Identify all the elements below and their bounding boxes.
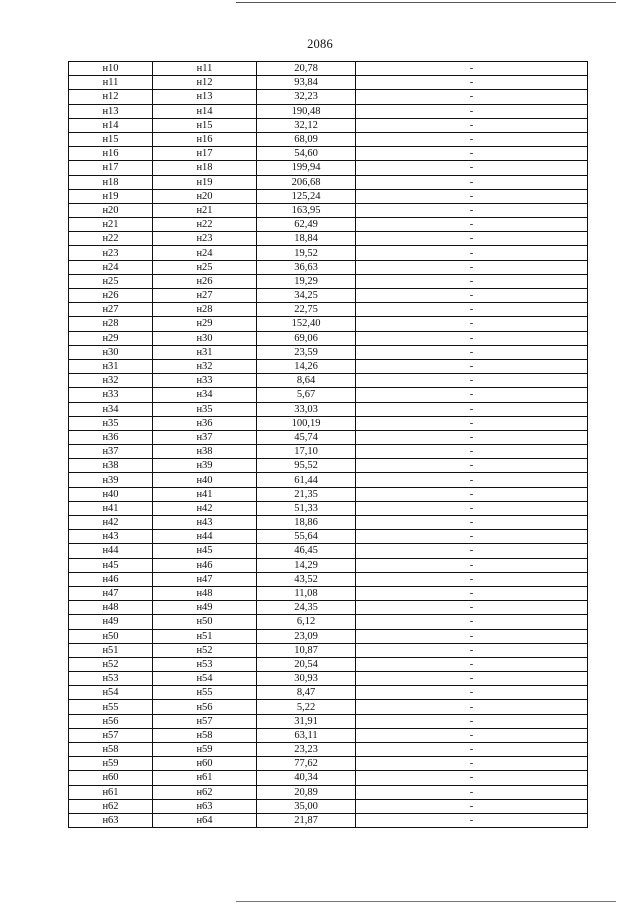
cell-note: - xyxy=(356,714,588,728)
cell-from-point: н48 xyxy=(69,601,153,615)
cell-length: 20,89 xyxy=(257,785,356,799)
cell-note: - xyxy=(356,501,588,515)
cell-from-point: н53 xyxy=(69,672,153,686)
cell-length: 21,87 xyxy=(257,813,356,827)
cell-note: - xyxy=(356,104,588,118)
cell-to-point: н38 xyxy=(153,445,257,459)
cell-from-point: н60 xyxy=(69,771,153,785)
cell-note: - xyxy=(356,771,588,785)
cell-length: 22,75 xyxy=(257,303,356,317)
cell-from-point: н49 xyxy=(69,615,153,629)
cell-from-point: н40 xyxy=(69,487,153,501)
table-row xyxy=(69,374,588,388)
cell-note: - xyxy=(356,331,588,345)
cell-to-point: н27 xyxy=(153,289,257,303)
cell-length: 199,94 xyxy=(257,161,356,175)
table-row xyxy=(69,501,588,515)
table-row xyxy=(69,289,588,303)
table-row xyxy=(69,643,588,657)
table-row xyxy=(69,175,588,189)
cell-length: 19,52 xyxy=(257,246,356,260)
cell-note: - xyxy=(356,445,588,459)
cell-from-point: н19 xyxy=(69,189,153,203)
cell-length: 45,74 xyxy=(257,430,356,444)
cell-from-point: н24 xyxy=(69,260,153,274)
cell-length: 23,59 xyxy=(257,345,356,359)
table-row xyxy=(69,445,588,459)
cell-length: 54,60 xyxy=(257,147,356,161)
cell-note: - xyxy=(356,218,588,232)
cell-length: 163,95 xyxy=(257,203,356,217)
cell-from-point: н18 xyxy=(69,175,153,189)
cell-from-point: н20 xyxy=(69,203,153,217)
cell-note: - xyxy=(356,728,588,742)
cell-length: 18,86 xyxy=(257,516,356,530)
cell-note: - xyxy=(356,62,588,76)
cell-to-point: н15 xyxy=(153,118,257,132)
cell-length: 63,11 xyxy=(257,728,356,742)
cell-to-point: н18 xyxy=(153,161,257,175)
cell-note: - xyxy=(356,530,588,544)
cell-from-point: н58 xyxy=(69,743,153,757)
cell-to-point: н16 xyxy=(153,132,257,146)
cell-from-point: н41 xyxy=(69,501,153,515)
cell-note: - xyxy=(356,246,588,260)
cell-note: - xyxy=(356,629,588,643)
cell-from-point: н45 xyxy=(69,558,153,572)
cell-from-point: н38 xyxy=(69,459,153,473)
cell-note: - xyxy=(356,189,588,203)
cell-length: 20,54 xyxy=(257,657,356,671)
cell-note: - xyxy=(356,147,588,161)
cell-note: - xyxy=(356,672,588,686)
cell-to-point: н31 xyxy=(153,345,257,359)
table-row xyxy=(69,274,588,288)
cell-length: 43,52 xyxy=(257,572,356,586)
cell-note: - xyxy=(356,359,588,373)
table-row xyxy=(69,118,588,132)
table-row xyxy=(69,558,588,572)
cell-from-point: н33 xyxy=(69,388,153,402)
cell-note: - xyxy=(356,175,588,189)
cell-note: - xyxy=(356,686,588,700)
cell-note: - xyxy=(356,657,588,671)
table-row xyxy=(69,601,588,615)
cell-from-point: н28 xyxy=(69,317,153,331)
cell-to-point: н23 xyxy=(153,232,257,246)
cell-length: 8,64 xyxy=(257,374,356,388)
cell-to-point: н44 xyxy=(153,530,257,544)
cell-length: 33,03 xyxy=(257,402,356,416)
cell-length: 14,26 xyxy=(257,359,356,373)
cell-length: 30,93 xyxy=(257,672,356,686)
cell-length: 40,34 xyxy=(257,771,356,785)
cell-length: 31,91 xyxy=(257,714,356,728)
cell-length: 62,49 xyxy=(257,218,356,232)
cell-from-point: н52 xyxy=(69,657,153,671)
cell-from-point: н36 xyxy=(69,430,153,444)
cell-note: - xyxy=(356,388,588,402)
table-row xyxy=(69,615,588,629)
cell-to-point: н14 xyxy=(153,104,257,118)
cell-to-point: н47 xyxy=(153,572,257,586)
cell-length: 152,40 xyxy=(257,317,356,331)
cell-note: - xyxy=(356,203,588,217)
table-row xyxy=(69,132,588,146)
cell-length: 32,23 xyxy=(257,90,356,104)
cell-from-point: н59 xyxy=(69,757,153,771)
cell-note: - xyxy=(356,643,588,657)
cell-note: - xyxy=(356,757,588,771)
table-row xyxy=(69,544,588,558)
cell-from-point: н23 xyxy=(69,246,153,260)
cell-note: - xyxy=(356,586,588,600)
cell-from-point: н14 xyxy=(69,118,153,132)
cell-to-point: н11 xyxy=(153,62,257,76)
cell-note: - xyxy=(356,813,588,827)
cell-to-point: н32 xyxy=(153,359,257,373)
cell-length: 35,00 xyxy=(257,799,356,813)
table-row xyxy=(69,785,588,799)
cell-to-point: н63 xyxy=(153,799,257,813)
cell-length: 68,09 xyxy=(257,132,356,146)
cell-note: - xyxy=(356,118,588,132)
cell-length: 77,62 xyxy=(257,757,356,771)
table-row xyxy=(69,473,588,487)
cell-note: - xyxy=(356,473,588,487)
cell-length: 206,68 xyxy=(257,175,356,189)
cell-to-point: н43 xyxy=(153,516,257,530)
cell-from-point: н12 xyxy=(69,90,153,104)
top-scan-rule xyxy=(236,2,616,3)
cell-from-point: н39 xyxy=(69,473,153,487)
cell-length: 20,78 xyxy=(257,62,356,76)
cell-to-point: н60 xyxy=(153,757,257,771)
cell-to-point: н62 xyxy=(153,785,257,799)
table-body xyxy=(69,62,588,828)
cell-length: 5,67 xyxy=(257,388,356,402)
cell-from-point: н57 xyxy=(69,728,153,742)
table-row xyxy=(69,189,588,203)
table-row xyxy=(69,260,588,274)
cell-from-point: н29 xyxy=(69,331,153,345)
page-number: 2086 xyxy=(307,37,333,51)
cell-length: 19,29 xyxy=(257,274,356,288)
cell-note: - xyxy=(356,558,588,572)
cell-note: - xyxy=(356,743,588,757)
cell-from-point: н61 xyxy=(69,785,153,799)
table-row xyxy=(69,402,588,416)
table-row xyxy=(69,147,588,161)
cell-to-point: н35 xyxy=(153,402,257,416)
cell-note: - xyxy=(356,416,588,430)
table-row xyxy=(69,657,588,671)
cell-to-point: н48 xyxy=(153,586,257,600)
cell-length: 6,12 xyxy=(257,615,356,629)
cell-note: - xyxy=(356,799,588,813)
table-row xyxy=(69,743,588,757)
cell-note: - xyxy=(356,90,588,104)
cell-note: - xyxy=(356,374,588,388)
cell-from-point: н46 xyxy=(69,572,153,586)
cell-from-point: н43 xyxy=(69,530,153,544)
cell-to-point: н17 xyxy=(153,147,257,161)
cell-note: - xyxy=(356,572,588,586)
cell-note: - xyxy=(356,544,588,558)
table-row xyxy=(69,700,588,714)
cell-to-point: н22 xyxy=(153,218,257,232)
table-row xyxy=(69,771,588,785)
table-row xyxy=(69,728,588,742)
cell-length: 5,22 xyxy=(257,700,356,714)
cell-note: - xyxy=(356,303,588,317)
cell-from-point: н11 xyxy=(69,76,153,90)
cell-from-point: н26 xyxy=(69,289,153,303)
cell-from-point: н31 xyxy=(69,359,153,373)
cell-note: - xyxy=(356,274,588,288)
cell-length: 10,87 xyxy=(257,643,356,657)
cell-from-point: н37 xyxy=(69,445,153,459)
cell-to-point: н42 xyxy=(153,501,257,515)
cell-note: - xyxy=(356,289,588,303)
cell-from-point: н22 xyxy=(69,232,153,246)
cell-length: 32,12 xyxy=(257,118,356,132)
boundary-points-table xyxy=(68,61,588,828)
table-row xyxy=(69,345,588,359)
cell-to-point: н52 xyxy=(153,643,257,657)
cell-length: 8,47 xyxy=(257,686,356,700)
cell-from-point: н13 xyxy=(69,104,153,118)
table-row xyxy=(69,672,588,686)
cell-from-point: н27 xyxy=(69,303,153,317)
cell-from-point: н17 xyxy=(69,161,153,175)
cell-from-point: н50 xyxy=(69,629,153,643)
cell-length: 36,63 xyxy=(257,260,356,274)
table-row xyxy=(69,757,588,771)
cell-note: - xyxy=(356,260,588,274)
cell-to-point: н26 xyxy=(153,274,257,288)
cell-to-point: н36 xyxy=(153,416,257,430)
cell-note: - xyxy=(356,487,588,501)
cell-to-point: н46 xyxy=(153,558,257,572)
cell-to-point: н49 xyxy=(153,601,257,615)
cell-to-point: н20 xyxy=(153,189,257,203)
cell-length: 14,29 xyxy=(257,558,356,572)
cell-length: 95,52 xyxy=(257,459,356,473)
cell-note: - xyxy=(356,76,588,90)
cell-note: - xyxy=(356,700,588,714)
table-row xyxy=(69,303,588,317)
table-row xyxy=(69,232,588,246)
cell-to-point: н55 xyxy=(153,686,257,700)
cell-from-point: н32 xyxy=(69,374,153,388)
table-row xyxy=(69,813,588,827)
table-row xyxy=(69,799,588,813)
cell-to-point: н53 xyxy=(153,657,257,671)
table-row xyxy=(69,530,588,544)
cell-length: 69,06 xyxy=(257,331,356,345)
table-row xyxy=(69,430,588,444)
cell-to-point: н57 xyxy=(153,714,257,728)
cell-length: 51,33 xyxy=(257,501,356,515)
table-row xyxy=(69,76,588,90)
cell-note: - xyxy=(356,615,588,629)
cell-to-point: н37 xyxy=(153,430,257,444)
table-row xyxy=(69,686,588,700)
cell-from-point: н25 xyxy=(69,274,153,288)
cell-to-point: н58 xyxy=(153,728,257,742)
cell-note: - xyxy=(356,232,588,246)
table-row xyxy=(69,388,588,402)
table-row xyxy=(69,572,588,586)
table-row xyxy=(69,104,588,118)
cell-from-point: н44 xyxy=(69,544,153,558)
cell-from-point: н10 xyxy=(69,62,153,76)
cell-from-point: н47 xyxy=(69,586,153,600)
cell-length: 125,24 xyxy=(257,189,356,203)
cell-from-point: н63 xyxy=(69,813,153,827)
table-row xyxy=(69,487,588,501)
table-row xyxy=(69,459,588,473)
table-row xyxy=(69,586,588,600)
cell-note: - xyxy=(356,161,588,175)
cell-length: 93,84 xyxy=(257,76,356,90)
cell-from-point: н54 xyxy=(69,686,153,700)
cell-to-point: н59 xyxy=(153,743,257,757)
table-row xyxy=(69,317,588,331)
cell-note: - xyxy=(356,516,588,530)
cell-to-point: н30 xyxy=(153,331,257,345)
cell-to-point: н51 xyxy=(153,629,257,643)
cell-to-point: н39 xyxy=(153,459,257,473)
cell-note: - xyxy=(356,601,588,615)
cell-length: 100,19 xyxy=(257,416,356,430)
table-row xyxy=(69,161,588,175)
table-row xyxy=(69,516,588,530)
cell-length: 55,64 xyxy=(257,530,356,544)
table-row xyxy=(69,359,588,373)
cell-from-point: н55 xyxy=(69,700,153,714)
cell-note: - xyxy=(356,785,588,799)
table-row xyxy=(69,714,588,728)
cell-from-point: н35 xyxy=(69,416,153,430)
cell-from-point: н34 xyxy=(69,402,153,416)
table-row xyxy=(69,331,588,345)
cell-from-point: н30 xyxy=(69,345,153,359)
cell-length: 21,35 xyxy=(257,487,356,501)
cell-from-point: н56 xyxy=(69,714,153,728)
cell-to-point: н64 xyxy=(153,813,257,827)
cell-note: - xyxy=(356,402,588,416)
cell-to-point: н12 xyxy=(153,76,257,90)
cell-length: 61,44 xyxy=(257,473,356,487)
table-row xyxy=(69,218,588,232)
cell-length: 46,45 xyxy=(257,544,356,558)
cell-to-point: н54 xyxy=(153,672,257,686)
cell-length: 11,08 xyxy=(257,586,356,600)
cell-to-point: н41 xyxy=(153,487,257,501)
cell-length: 23,23 xyxy=(257,743,356,757)
cell-to-point: н19 xyxy=(153,175,257,189)
table-row xyxy=(69,90,588,104)
cell-to-point: н50 xyxy=(153,615,257,629)
cell-length: 23,09 xyxy=(257,629,356,643)
table-row xyxy=(69,203,588,217)
table-row xyxy=(69,62,588,76)
cell-from-point: н21 xyxy=(69,218,153,232)
cell-note: - xyxy=(356,459,588,473)
cell-to-point: н21 xyxy=(153,203,257,217)
cell-from-point: н16 xyxy=(69,147,153,161)
cell-to-point: н45 xyxy=(153,544,257,558)
cell-to-point: н56 xyxy=(153,700,257,714)
cell-to-point: н33 xyxy=(153,374,257,388)
cell-to-point: н28 xyxy=(153,303,257,317)
cell-to-point: н13 xyxy=(153,90,257,104)
cell-length: 24,35 xyxy=(257,601,356,615)
cell-from-point: н51 xyxy=(69,643,153,657)
cell-to-point: н24 xyxy=(153,246,257,260)
cell-note: - xyxy=(356,345,588,359)
table-row xyxy=(69,416,588,430)
cell-length: 17,10 xyxy=(257,445,356,459)
cell-to-point: н29 xyxy=(153,317,257,331)
cell-from-point: н42 xyxy=(69,516,153,530)
cell-note: - xyxy=(356,430,588,444)
cell-length: 34,25 xyxy=(257,289,356,303)
bottom-scan-rule xyxy=(236,901,616,902)
cell-from-point: н62 xyxy=(69,799,153,813)
cell-to-point: н25 xyxy=(153,260,257,274)
cell-note: - xyxy=(356,317,588,331)
cell-to-point: н34 xyxy=(153,388,257,402)
cell-length: 190,48 xyxy=(257,104,356,118)
cell-to-point: н61 xyxy=(153,771,257,785)
table-row xyxy=(69,246,588,260)
cell-to-point: н40 xyxy=(153,473,257,487)
cell-from-point: н15 xyxy=(69,132,153,146)
table-row xyxy=(69,629,588,643)
cell-note: - xyxy=(356,132,588,146)
cell-length: 18,84 xyxy=(257,232,356,246)
